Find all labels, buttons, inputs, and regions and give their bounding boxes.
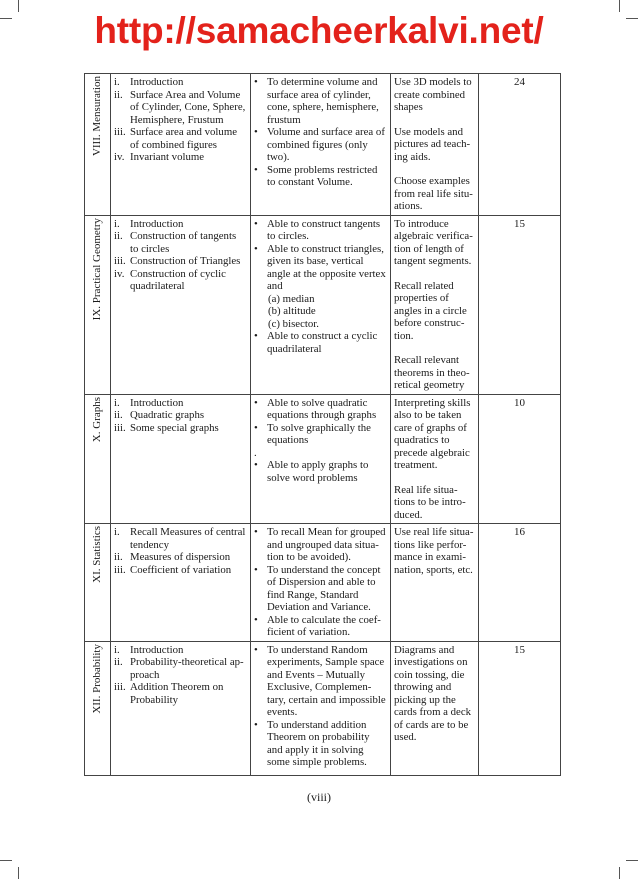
objectives-cell <box>251 641 391 775</box>
unit-title: X. Graphs <box>91 396 104 442</box>
unit-title: VIII. Mensuration <box>91 76 104 157</box>
method-cell: Use real life situa-tions like perfor-mance in exami-nation, sports, etc. <box>391 524 479 642</box>
objective-subitem: (b) altitude <box>268 305 316 317</box>
content-item: ii. Measures of dispersion <box>114 551 231 563</box>
objectives-cell <box>251 524 391 642</box>
objective-item: • Able to apply graphs to solve word problems <box>254 459 369 484</box>
content-item: iv. Construction of cyclic quadrilateral <box>114 267 226 292</box>
objectives-cell <box>251 394 391 524</box>
content-item: iii. Construction of Triangles <box>114 255 241 267</box>
table-row <box>85 641 561 775</box>
unit-cell <box>85 524 111 642</box>
bullet-icon: • <box>254 330 258 342</box>
objective-item: • To understand addition Theorem on probability and apply it in solving some simple problems. <box>254 718 370 768</box>
bullet-icon: • <box>254 563 258 576</box>
objective-item: • Able to construct tangents to circles. <box>254 217 381 242</box>
periods-cell: 24 <box>479 74 561 216</box>
crop-mark <box>619 867 620 879</box>
method-cell: To introduce algebraic verifica-tion of length of tangent segments. Recall related properties of angles in a circle before construc-tion. Recall relevant theorems in theo-retical geometry <box>391 215 479 394</box>
content-item: i. Introduction <box>114 76 184 88</box>
content-item: iii. Some special graphs <box>114 421 219 434</box>
crop-mark <box>626 860 638 861</box>
method-cell: Interpreting skills also to be taken care of graphs of quadratics to precede algebraic treatment. Real life situa-tions to be intro-duced. <box>391 394 479 524</box>
bullet-icon: • <box>254 396 258 409</box>
table-row <box>85 524 561 642</box>
content-item: iii. Addition Theorem on Probability <box>114 681 224 706</box>
stray-dot: . <box>254 446 257 459</box>
objective-item: • Able to solve quadratic equations through graphs <box>254 396 377 421</box>
objective-item: • To understand the concept of Dispersion and able to find Range, Standard Deviation and Variance. <box>254 563 381 613</box>
bullet-icon: • <box>254 718 258 731</box>
bullet-icon: • <box>254 459 258 471</box>
unit-cell <box>85 394 111 524</box>
bullet-icon: • <box>254 613 258 626</box>
objective-item: • Able to construct a cyclic quadrilateral <box>254 330 378 355</box>
syllabus-table <box>84 73 561 776</box>
periods-cell: 10 <box>479 394 561 524</box>
crop-mark <box>18 867 19 879</box>
objective-item: • Able to construct triangles, given its base, vertical angle at the opposite vertex and <box>254 242 386 292</box>
content-item: ii. Construction of tangents to circles <box>114 230 237 255</box>
bullet-icon: • <box>254 126 258 138</box>
bullet-icon: • <box>254 217 258 230</box>
content-item: iii. Surface area and volume of combined figures <box>114 126 238 151</box>
content-item: ii. Probability-theoretical ap-proach <box>114 656 244 681</box>
content-cell <box>111 394 251 524</box>
table-row <box>85 215 561 394</box>
objective-item: • To determine volume and surface area of cylinder, cone, sphere, hemisphere, frustum <box>254 76 379 126</box>
content-item: i. Introduction <box>114 396 184 409</box>
unit-cell <box>85 215 111 394</box>
table-row <box>85 74 561 216</box>
method-cell: Use 3D models to create combined shapes Use models and pictures ad teach-ing aids. Choose examples from real life situ-ations. <box>391 74 479 216</box>
unit-cell <box>85 641 111 775</box>
content-item: i. Recall Measures of central tendency <box>114 526 246 551</box>
unit-title: IX. Practical Geometry <box>91 217 104 320</box>
periods-cell: 16 <box>479 524 561 642</box>
method-cell: Diagrams and investigations on coin tossing, die throwing and picking up the cards from a deck of cards are to be used. <box>391 641 479 775</box>
crop-mark <box>0 860 12 861</box>
bullet-icon: • <box>254 643 258 656</box>
content-item: i. Introduction <box>114 643 184 656</box>
content-cell <box>111 524 251 642</box>
bullet-icon: • <box>254 526 258 538</box>
page-number: (viii) <box>307 790 331 804</box>
content-item: ii. Quadratic graphs <box>114 409 205 421</box>
content-cell <box>111 215 251 394</box>
objective-item: • Able to calculate the coef-ficient of variation. <box>254 613 381 638</box>
content-cell <box>111 641 251 775</box>
bullet-icon: • <box>254 242 258 255</box>
site-url-watermark[interactable]: http://samacheerkalvi.net/ <box>94 10 544 51</box>
unit-cell <box>85 74 111 216</box>
unit-title: XII. Probability <box>91 643 104 714</box>
content-cell <box>111 74 251 216</box>
objective-item: • To recall Mean for grouped and ungrouped data situa-tion to be avoided). <box>254 526 386 563</box>
objective-item: • To understand Random experiments, Sample space and Events – Mutually Exclusive, Complemen-tary, certain and impossible events. <box>254 643 386 718</box>
bullet-icon: • <box>254 163 258 176</box>
periods-cell: 15 <box>479 641 561 775</box>
objective-item: • Some problems restricted to constant Volume. <box>254 163 378 188</box>
table-row <box>85 394 561 524</box>
periods-cell: 15 <box>479 215 561 394</box>
content-item: ii. Surface Area and Volume of Cylinder, Cone, Sphere, Hemisphere, Frustum <box>114 88 246 126</box>
objective-subitem: (c) bisector. <box>268 317 319 330</box>
objective-item: • To solve graphically the equations <box>254 421 371 446</box>
content-item: i. Introduction <box>114 217 184 230</box>
objectives-cell <box>251 215 391 394</box>
objectives-cell <box>251 74 391 216</box>
content-item: iii. Coefficient of variation <box>114 563 232 576</box>
bullet-icon: • <box>254 421 258 434</box>
bullet-icon: • <box>254 76 258 88</box>
content-item: iv. Invariant volume <box>114 151 205 163</box>
unit-title: XI. Statistics <box>91 526 104 583</box>
objective-subitem: (a) median <box>268 292 315 305</box>
objective-item: • Volume and surface area of combined figures (only two). <box>254 126 385 163</box>
